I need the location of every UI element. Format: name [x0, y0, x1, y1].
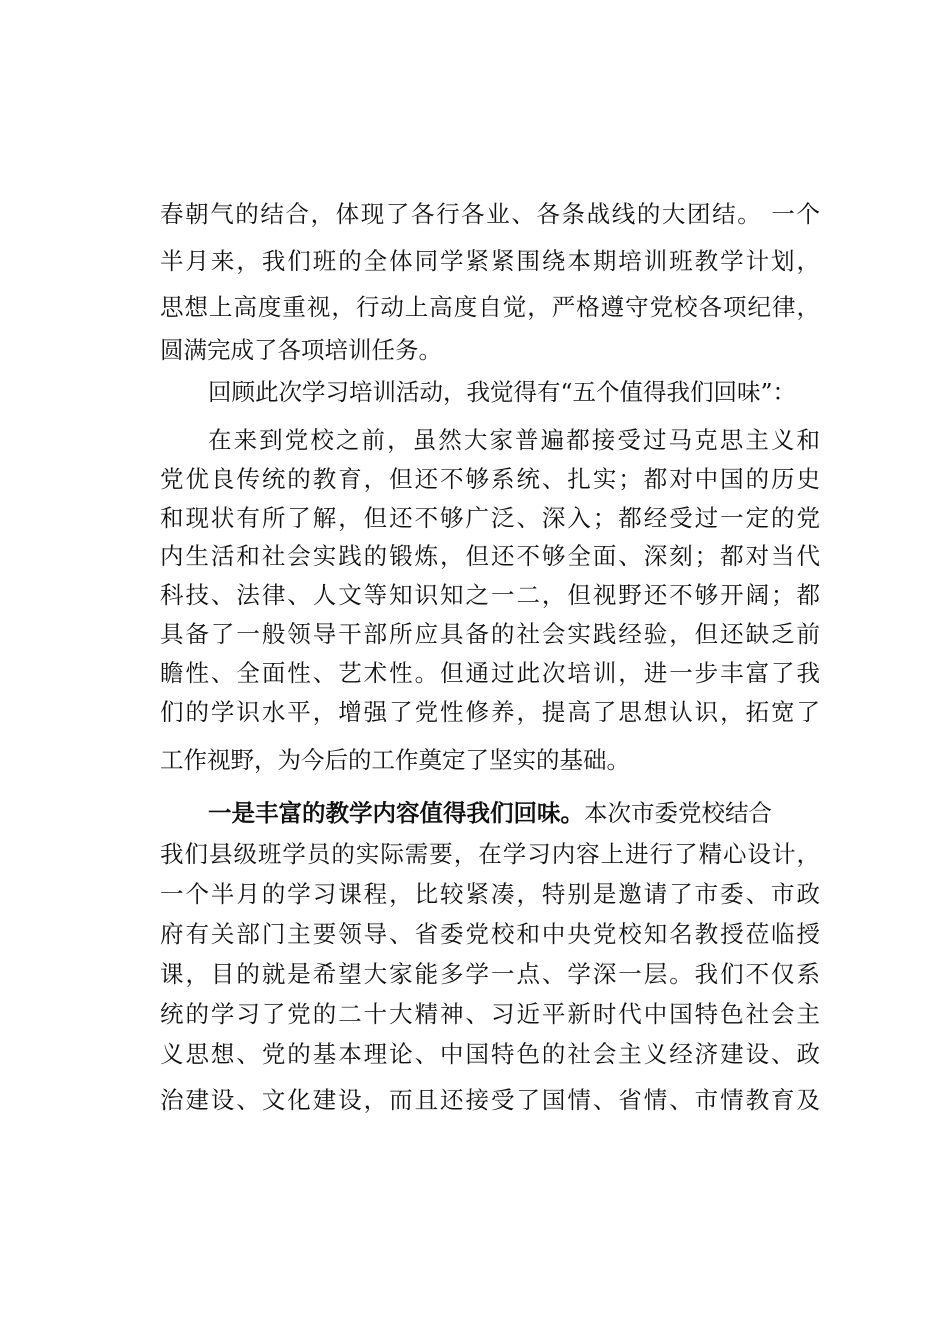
text-line: 府有关部门主要领导、省委党校和中央党校知名教授莅临授: [160, 920, 820, 948]
text-line: 党优良传统的教育，但还不够系统、扎实；都对中国的历史: [160, 465, 820, 493]
text-line: 瞻性、全面性、艺术性。但通过此次培训，进一步丰富了我: [160, 659, 820, 687]
text-line: 课，目的就是希望大家能多学一点、学深一层。我们不仅系: [160, 960, 820, 988]
text-line: 科技、法律、人文等知识知之一二，但视野还不够开阔；都: [160, 581, 820, 609]
text-line: 统的学习了党的二十大精神、习近平新时代中国特色社会主: [160, 1000, 820, 1028]
text-line: 内生活和社会实践的锻炼，但还不够全面、深刻；都对当代: [160, 542, 820, 570]
text-line: 一个半月的学习课程，比较紧凑，特别是邀请了市委、市政: [160, 880, 820, 908]
text-line: 我们县级班学员的实际需要，在学习内容上进行了精心设计，: [160, 840, 820, 868]
paragraph-lead: [208, 793, 820, 833]
text-line: 义思想、党的基本理论、中国特色的社会主义经济建设、政: [160, 1040, 820, 1068]
section-heading: 一是丰富的教学内容值得我们回味。: [208, 799, 584, 827]
text-line: 思想上高度重视，行动上高度自觉，严格遵守党校各项纪律，: [160, 293, 820, 321]
text-line: 工作视野，为今后的工作奠定了坚实的基础。: [160, 746, 630, 774]
text-line: 具备了一般领导干部所应具备的社会实践经验，但还缺乏前: [160, 620, 820, 648]
text-line: 圆满完成了各项培训任务。: [160, 336, 442, 364]
text-line: 春朝气的结合，体现了各行各业、各条战线的大团结。 一个: [160, 200, 820, 228]
text-line: 治建设、文化建设，而且还接受了国情、省情、市情教育及: [160, 1086, 820, 1114]
text-line: 们的学识水平，增强了党性修养，提高了思想认识，拓宽了: [160, 698, 820, 726]
text-span: 本次市委党校结合: [584, 799, 772, 827]
text-line: 在来到党校之前，虽然大家普遍都接受过马克思主义和: [208, 426, 820, 454]
text-line: 半月来，我们班的全体同学紧紧围绕本期培训班教学计划，: [160, 247, 820, 275]
text-line: 回顾此次学习培训活动，我觉得有“五个值得我们回味”：: [208, 378, 797, 406]
text-line: 和现状有所了解，但还不够广泛、深入；都经受过一定的党: [160, 504, 820, 532]
